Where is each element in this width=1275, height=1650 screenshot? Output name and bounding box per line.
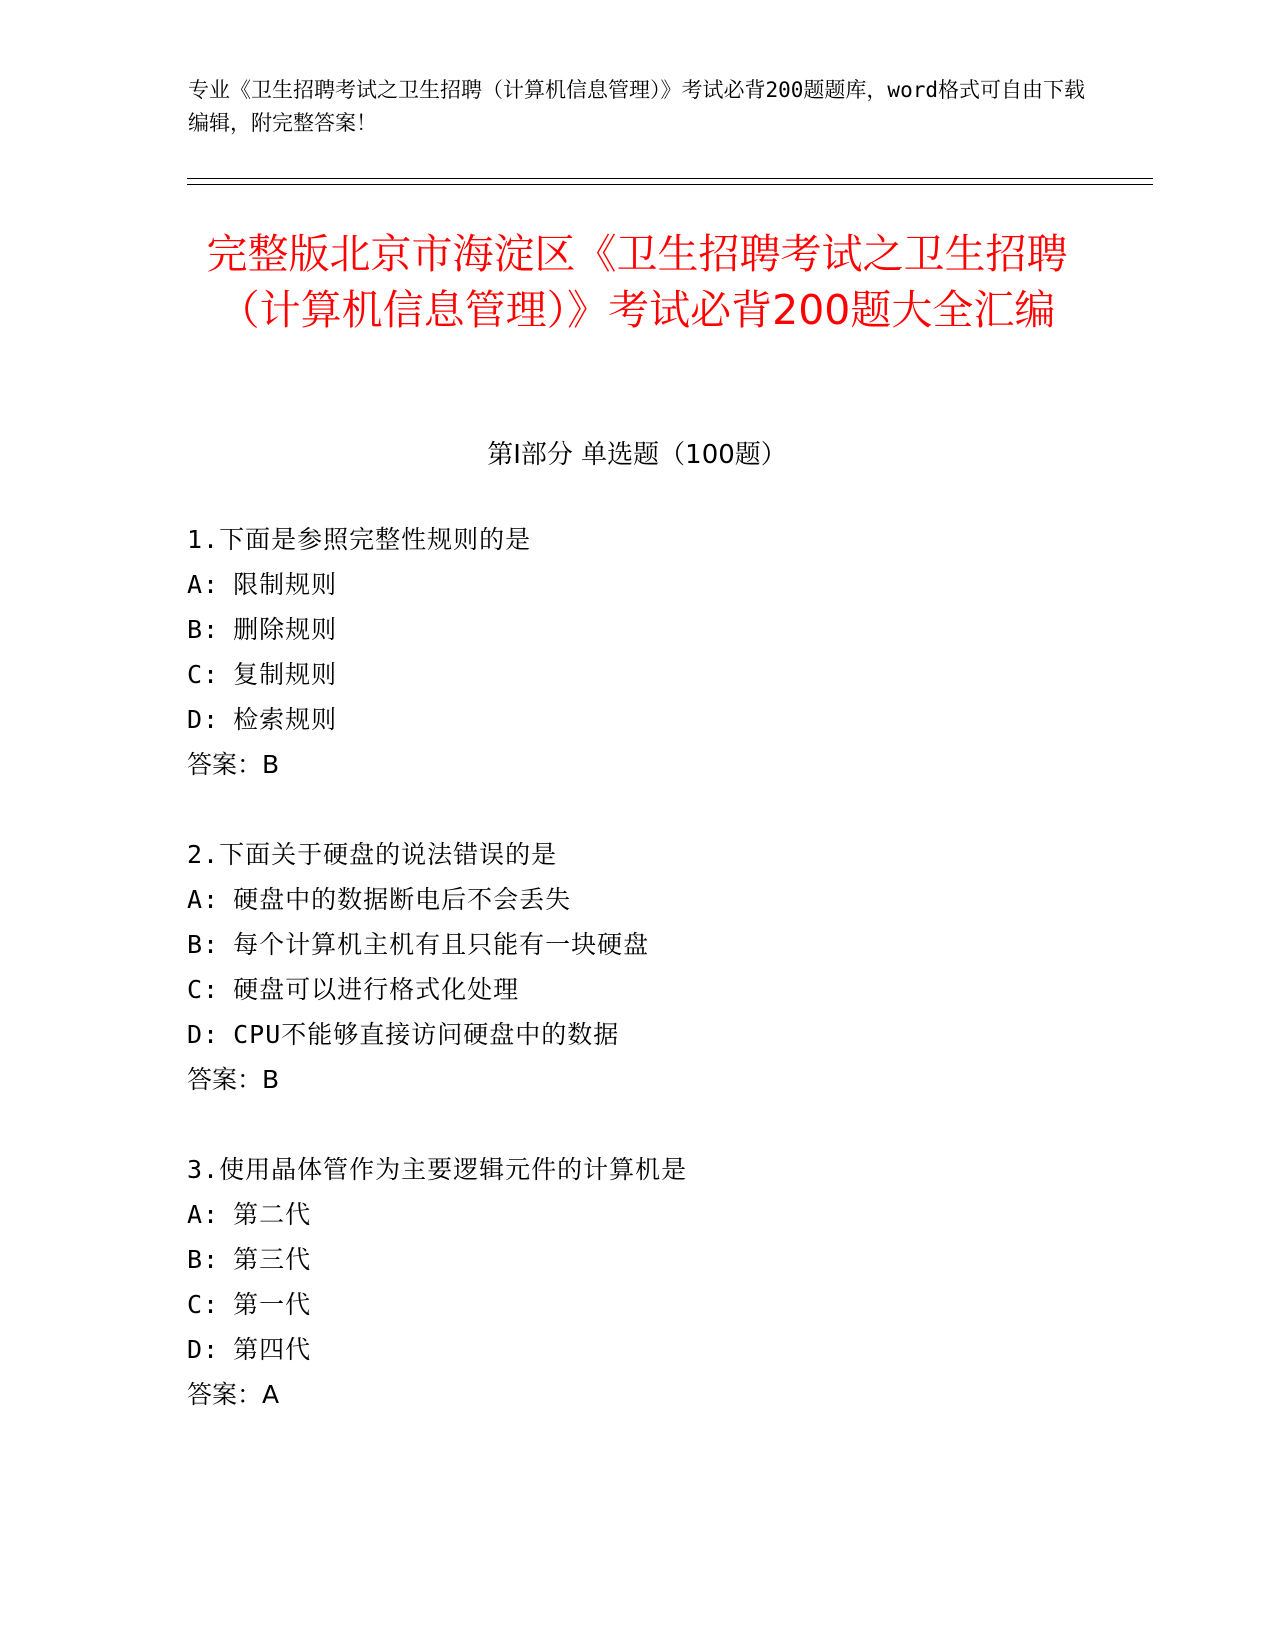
answer-line: 答案：A — [187, 1380, 280, 1409]
option-text: CPU不能够直接访问硬盘中的数据 — [233, 1020, 620, 1049]
option-letter: C: — [187, 1290, 220, 1319]
option-a — [187, 1192, 1087, 1237]
section-heading: 第Ⅰ部分 单选题（100题） — [487, 440, 787, 470]
option-text: 检索规则 — [233, 705, 338, 734]
option-c — [187, 652, 1087, 697]
option-a — [187, 877, 1087, 922]
option-letter: B: — [187, 615, 220, 644]
option-c — [187, 967, 1087, 1012]
answer-line: 答案：B — [187, 750, 280, 779]
header-note: 专业《卫生招聘考试之卫生招聘（计算机信息管理）》考试必背200题题库，word格式可自由下载编辑，附完整答案！ — [188, 78, 1085, 135]
answer-line: 答案：B — [187, 1065, 280, 1094]
option-d — [187, 697, 1087, 742]
option-text: 删除规则 — [233, 615, 338, 644]
option-text: 复制规则 — [233, 660, 338, 689]
question-stem: 1.下面是参照完整性规则的是 — [187, 525, 532, 554]
question-1 — [187, 517, 1087, 787]
option-text: 第一代 — [233, 1290, 312, 1319]
option-a — [187, 562, 1087, 607]
question-2 — [187, 832, 1087, 1102]
option-text: 硬盘中的数据断电后不会丢失 — [233, 885, 572, 914]
option-d — [187, 1012, 1087, 1057]
option-letter: C: — [187, 975, 220, 1004]
option-text: 第四代 — [233, 1335, 312, 1364]
option-letter: A: — [187, 885, 220, 914]
option-letter: B: — [187, 1245, 220, 1274]
document-title: 完整版北京市海淀区《卫生招聘考试之卫生招聘（计算机信息管理）》考试必背200题大全汇编 — [206, 230, 1068, 334]
option-text: 每个计算机主机有且只能有一块硬盘 — [233, 930, 650, 959]
option-text: 第三代 — [233, 1245, 312, 1274]
question-stem: 3.使用晶体管作为主要逻辑元件的计算机是 — [187, 1155, 688, 1184]
option-letter: B: — [187, 930, 220, 959]
option-letter: D: — [187, 1335, 220, 1364]
option-letter: C: — [187, 660, 220, 689]
header-rule-top — [187, 178, 1153, 179]
option-text: 限制规则 — [233, 570, 338, 599]
header-rule-bottom — [187, 184, 1153, 185]
option-d — [187, 1327, 1087, 1372]
option-c — [187, 1282, 1087, 1327]
option-letter: A: — [187, 570, 220, 599]
option-text: 硬盘可以进行格式化处理 — [233, 975, 520, 1004]
question-3 — [187, 1147, 1087, 1417]
option-letter: A: — [187, 1200, 220, 1229]
option-b — [187, 922, 1087, 967]
option-letter: D: — [187, 705, 220, 734]
question-stem: 2.下面关于硬盘的说法错误的是 — [187, 840, 558, 869]
option-text: 第二代 — [233, 1200, 312, 1229]
option-letter: D: — [187, 1020, 220, 1049]
option-b — [187, 1237, 1087, 1282]
option-b — [187, 607, 1087, 652]
